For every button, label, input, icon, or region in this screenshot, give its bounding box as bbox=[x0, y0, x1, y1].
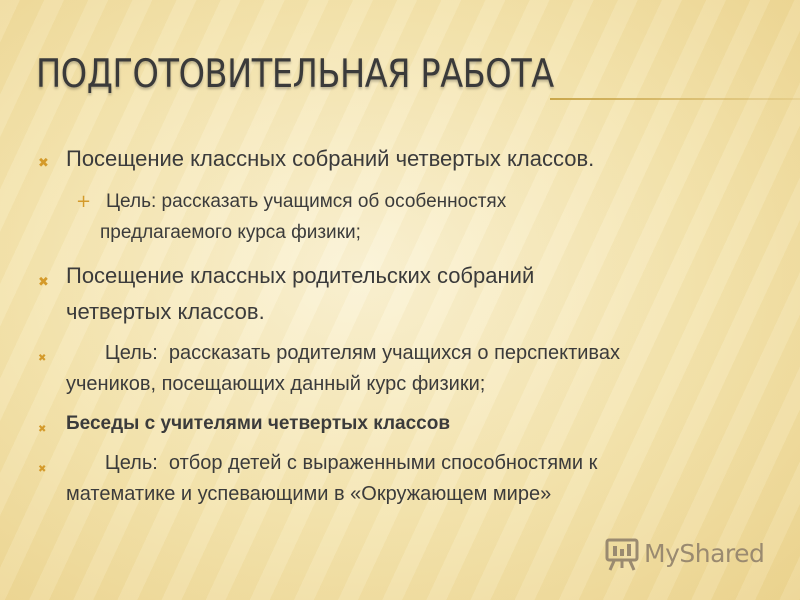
x-bullet-icon: ✖ bbox=[38, 275, 49, 290]
myshared-watermark bbox=[604, 537, 769, 575]
list-item-text: Цель: рассказать учащимся об особенностях bbox=[106, 191, 507, 212]
list-item-text-cont: учеников, посещающих данный курс физики; bbox=[66, 373, 486, 395]
list-item-text: Посещение классных родительских собраний bbox=[66, 263, 535, 288]
list-item-text: Цель: рассказать родителям учащихся о перспективах bbox=[66, 342, 620, 364]
x-bullet-icon: ✖ bbox=[38, 464, 47, 475]
list-item-text: Беседы с учителями четвертых классов bbox=[66, 413, 451, 434]
list-item-text-cont: математике и успевающими в «Окружающем мире» bbox=[66, 483, 552, 505]
list-item-text: Цель: отбор детей с выраженными способностями к bbox=[66, 452, 598, 474]
slide-title: ПОДГОТОВИТЕЛЬНАЯ РАБОТА bbox=[36, 52, 554, 97]
list-item-text-cont: четвертых классов. bbox=[66, 299, 265, 324]
presentation-screen-icon bbox=[604, 537, 640, 571]
x-bullet-icon: ✖ bbox=[38, 424, 47, 435]
list-item-text-cont: предлагаемого курса физики; bbox=[100, 222, 361, 243]
x-bullet-icon: ✖ bbox=[38, 353, 47, 364]
title-divider bbox=[550, 98, 800, 100]
plus-bullet-icon: + bbox=[76, 191, 92, 212]
x-bullet-icon: ✖ bbox=[38, 156, 49, 171]
list-item-text: Посещение классных собраний четвертых классов. bbox=[66, 146, 595, 171]
watermark-text: MyShared bbox=[644, 539, 765, 568]
